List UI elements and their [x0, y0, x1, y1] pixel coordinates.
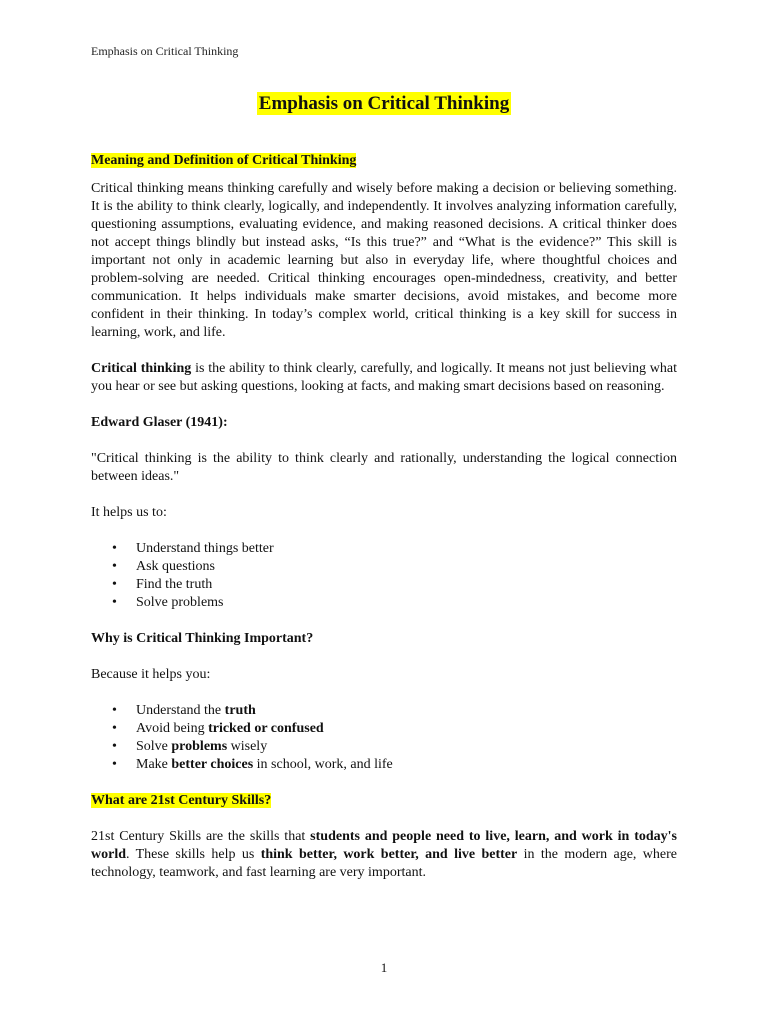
section-heading-meaning: [91, 152, 677, 170]
list-item: • Solve problems: [112, 595, 224, 610]
list-item: • Make better choices in school, work, and life: [112, 757, 393, 772]
bullet-icon: •: [112, 595, 117, 610]
list-item: • Ask questions: [112, 559, 215, 574]
bullet-icon: •: [112, 703, 117, 718]
list-item: • Solve problems wisely: [112, 739, 268, 754]
definition-term: Critical thinking: [91, 361, 192, 376]
list-item: • Avoid being tricked or confused: [112, 721, 324, 736]
list-item: • Find the truth: [112, 577, 213, 592]
page-title: Emphasis on Critical Thinking: [258, 93, 510, 114]
bullet-icon: •: [112, 559, 117, 574]
section-heading-skills: [91, 792, 677, 810]
section-heading-text: What are 21st Century Skills?: [91, 793, 272, 808]
importance-intro: Because it helps you:: [91, 667, 211, 682]
bullet-icon: •: [112, 577, 117, 592]
list-item: • Understand things better: [112, 541, 274, 556]
glaser-heading: Edward Glaser (1941):: [91, 415, 228, 430]
definition-paragraph: [91, 360, 677, 396]
skills-paragraph: 21st Century Skills are the skills that students and people need to live, learn, and work in today's world. These skills help us think better, work better, and live better in the modern age, where technology, teamwork, and fast learning are very important.: [91, 829, 678, 880]
helps-list: [91, 540, 677, 612]
page-number: 1: [380, 960, 388, 975]
bullet-icon: •: [112, 541, 117, 556]
definition-text: is the ability to think clearly, carefully, and logically. It means not just believing what you hear or see but asking questions, looking at facts, and making smart decisions based on reasoning.: [91, 361, 677, 394]
running-header: Emphasis on Critical Thinking: [91, 44, 239, 58]
glaser-quote: "Critical thinking is the ability to think clearly and rationally, understanding the logical connection between ideas.": [91, 451, 677, 484]
helps-intro: It helps us to:: [91, 505, 167, 520]
meaning-paragraph: Critical thinking means thinking carefully and wisely before making a decision or believing something. It is the ability to think clearly, logically, and independently. It involves analyzing information carefully, questioning assumptions, evaluating evidence, and making reasoned decisions. A critical thinker does not accept things blindly but instead asks, “Is this true?” and “What is the evidence?” This skill is important not only in academic learning but also in everyday life, where thoughtful choices and problem-solving are needed. Critical thinking encourages open-mindedness, creativity, and better communication. It helps individuals make smarter decisions, avoid mistakes, and become more confident in their thinking. In today’s complex world, critical thinking is a key skill for success in learning, work, and life.: [91, 181, 677, 340]
bullet-icon: •: [112, 757, 117, 772]
title-block: [0, 93, 768, 115]
bullet-icon: •: [112, 739, 117, 754]
list-item: • Understand the truth: [112, 703, 256, 718]
document-body: [91, 152, 677, 882]
bullet-icon: •: [112, 721, 117, 736]
importance-heading: Why is Critical Thinking Important?: [91, 631, 314, 646]
importance-list: [91, 702, 677, 774]
section-heading-text: Meaning and Definition of Critical Thinking: [91, 153, 357, 168]
